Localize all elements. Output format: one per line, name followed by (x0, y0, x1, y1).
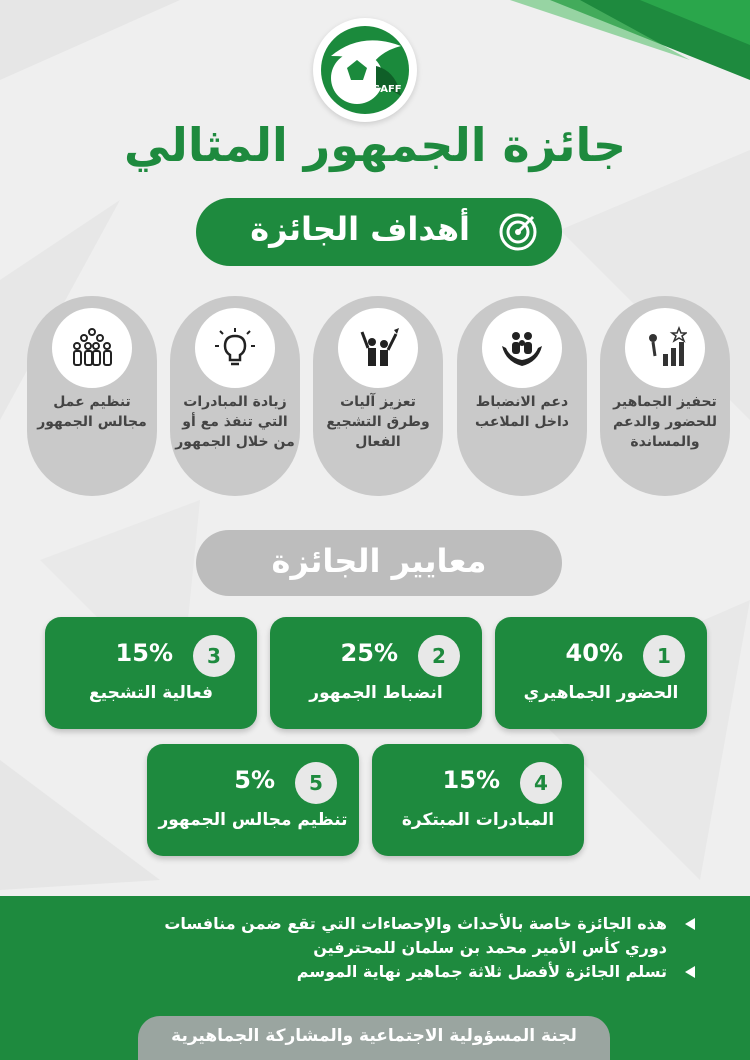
goal-label: زيادة المبادرات التي تنفذ مع أو من خلال الجمهور (175, 394, 295, 450)
goals-heading-label: أهداف الجائزة (250, 210, 470, 248)
saff-logo (313, 18, 417, 122)
logo-text: SAFF (373, 84, 402, 95)
committee-banner (138, 1016, 610, 1060)
criterion-card-attendance (495, 617, 707, 729)
goal-item-discipline (457, 296, 587, 496)
criterion-number: 5 (295, 762, 337, 804)
criterion-card-discipline (270, 617, 482, 729)
goal-label: تعزيز آليات وطرق التشجيع الفعال (326, 394, 430, 450)
criteria-heading-label: معايير الجائزة (271, 542, 487, 580)
criterion-number: 3 (193, 635, 235, 677)
criterion-label: المبادرات المبتكرة (401, 810, 555, 830)
corner-decoration (490, 0, 750, 80)
goal-item-councils (27, 296, 157, 496)
crowd-icon (70, 326, 114, 370)
note-item (164, 912, 695, 960)
criterion-percent: 15% (115, 639, 173, 667)
triangle-bullet-icon (685, 918, 695, 930)
criterion-percent: 5% (234, 766, 275, 794)
cheering-fans-icon (356, 326, 400, 370)
note-line: هذه الجائزة خاصة بالأحداث والإحصاءات التي تقع ضمن منافسات (164, 914, 667, 933)
criterion-card-cheering (45, 617, 257, 729)
criteria-heading (196, 530, 562, 596)
criterion-number: 4 (520, 762, 562, 804)
note-line: تسلم الجائزة لأفضل ثلاثة جماهير نهاية الموسم (296, 962, 667, 981)
goal-label: دعم الانضباط داخل الملاعب (475, 394, 569, 430)
goal-item-initiatives (170, 296, 300, 496)
criterion-card-initiatives (372, 744, 584, 856)
goal-item-cheering (313, 296, 443, 496)
criterion-number: 1 (643, 635, 685, 677)
criterion-card-councils (147, 744, 359, 856)
goal-label: تنظيم عمل مجالس الجمهور (37, 394, 147, 430)
family-hands-icon (500, 326, 544, 370)
note-line: دوري كأس الأمير محمد بن سلمان للمحترفين (313, 938, 667, 957)
committee-label: لجنة المسؤولية الاجتماعية والمشاركة الجماهيرية (171, 1026, 577, 1046)
criterion-label: الحضور الجماهيري (523, 683, 679, 703)
criterion-label: تنظيم مجالس الجمهور (158, 810, 348, 830)
triangle-bullet-icon (685, 966, 695, 978)
criterion-label: انضباط الجمهور (309, 683, 443, 703)
criterion-number: 2 (418, 635, 460, 677)
criterion-percent: 15% (442, 766, 500, 794)
goals-heading (196, 198, 562, 266)
falcon-ball-icon (321, 26, 409, 114)
goal-item-motivate (600, 296, 730, 496)
target-icon (498, 212, 538, 252)
growth-chart-icon (643, 326, 687, 370)
criterion-label: فعالية التشجيع (89, 683, 213, 703)
criterion-percent: 40% (565, 639, 623, 667)
lightbulb-icon (213, 326, 257, 370)
note-item (297, 960, 695, 984)
page-title: جائزة الجمهور المثالي (124, 118, 626, 172)
criterion-percent: 25% (340, 639, 398, 667)
goal-label: تحفيز الجماهير للحضور والدعم والمساندة (613, 394, 717, 450)
